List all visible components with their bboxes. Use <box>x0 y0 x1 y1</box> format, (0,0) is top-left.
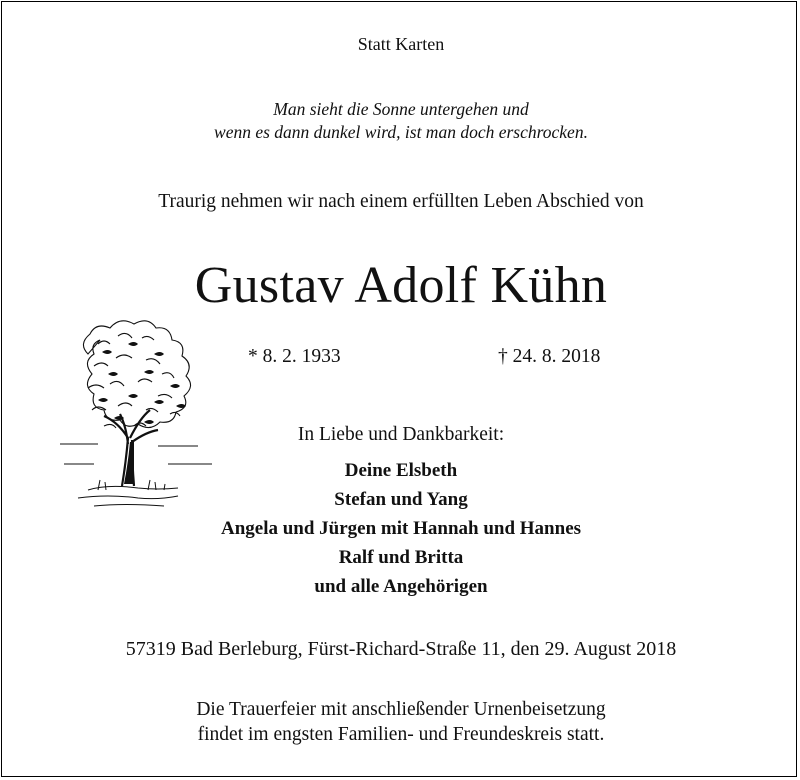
header-statt-karten: Statt Karten <box>357 34 445 54</box>
family-member: Deine Elsbeth <box>344 460 458 481</box>
family-member: Angela und Jürgen mit Hannah und Hannes <box>220 518 582 539</box>
deceased-name: Gustav Adolf Kühn <box>194 257 608 314</box>
funeral-note-line-2: findet im engsten Familien- und Freundeskreis statt. <box>197 724 605 745</box>
family-member: und alle Angehörigen <box>314 576 488 597</box>
love-gratitude-line: In Liebe und Dankbarkeit: <box>297 424 505 445</box>
quote-line-2: wenn es dann dunkel wird, ist man doch erschrocken. <box>214 122 588 142</box>
intro-text: Traurig nehmen wir nach einem erfüllten Leben Abschied von <box>158 191 644 212</box>
funeral-note-line-1: Die Trauerfeier mit anschließender Urnenbeisetzung <box>196 699 606 720</box>
death-date: † 24. 8. 2018 <box>498 346 601 367</box>
quote-line-1: Man sieht die Sonne untergehen und <box>273 99 529 119</box>
tree-icon <box>58 314 220 514</box>
birth-date: * 8. 2. 1933 <box>248 346 341 367</box>
address-line: 57319 Bad Berleburg, Fürst-Richard-Straße 11, den 29. August 2018 <box>125 638 677 660</box>
obituary-card <box>1 1 797 777</box>
family-member: Stefan und Yang <box>334 489 468 510</box>
family-member: Ralf und Britta <box>338 547 464 568</box>
